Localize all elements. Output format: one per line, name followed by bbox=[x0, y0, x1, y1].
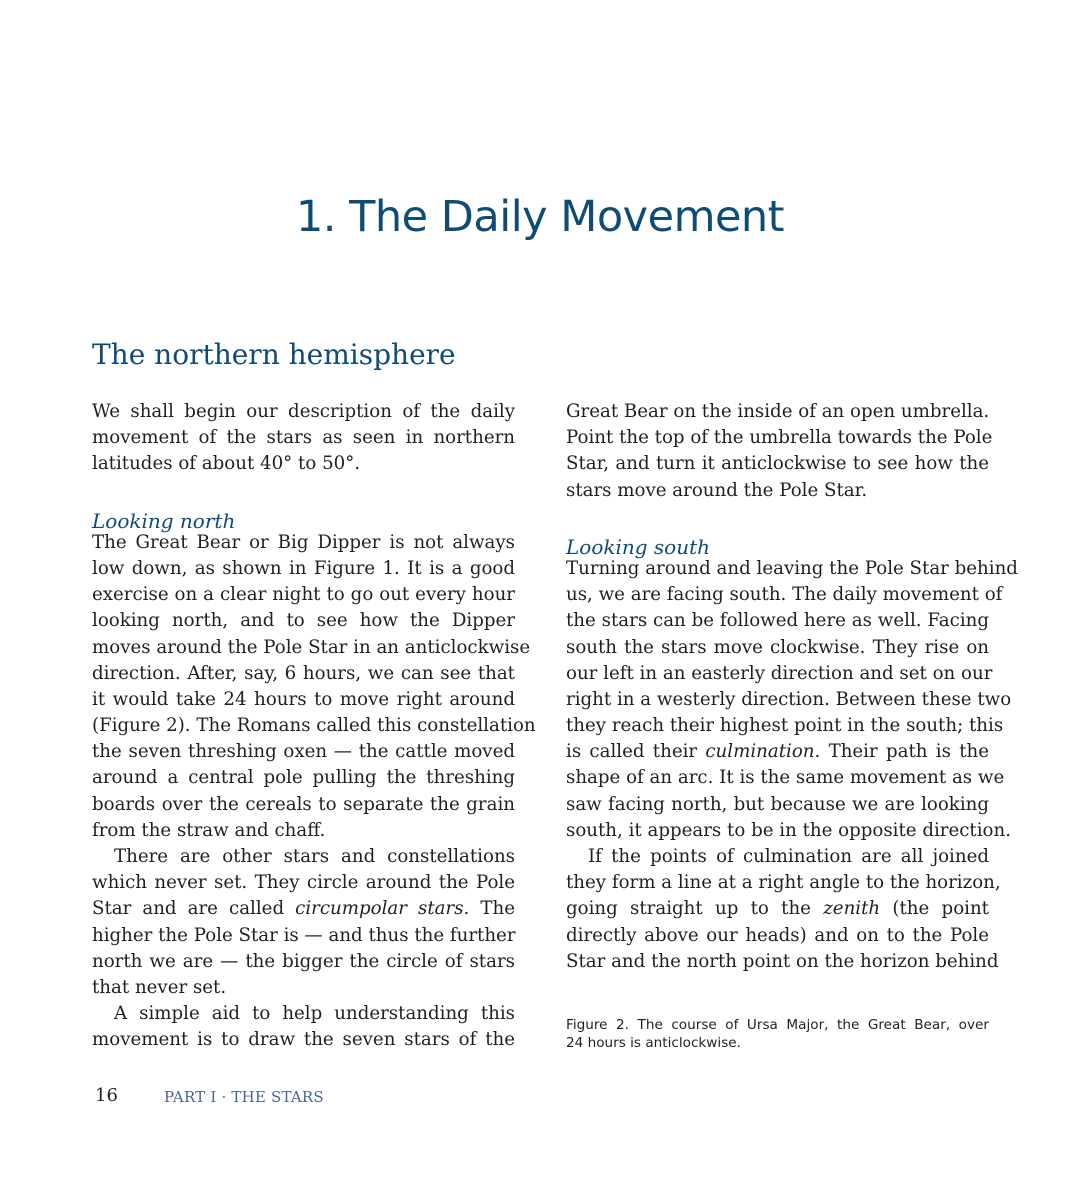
text-run: . Their path is the bbox=[814, 741, 989, 763]
running-footer: PART I · THE STARS bbox=[164, 1088, 324, 1106]
text-line: the stars can be followed here as well. Facing bbox=[566, 610, 989, 632]
text-line: If the points of culmination are all joined bbox=[588, 846, 989, 867]
text-line: higher the Pole Star is — and thus the further bbox=[92, 924, 516, 946]
text-line: Point the top of the umbrella towards the Pole bbox=[566, 427, 993, 449]
text-line: low down, as shown in Figure 1. It is a good bbox=[92, 557, 515, 579]
text-run: (the point bbox=[880, 898, 989, 920]
text-line: around a central pole pulling the threshing bbox=[92, 767, 515, 789]
text-line: Great Bear on the inside of an open umbrella. bbox=[566, 401, 990, 422]
text-run: is called their bbox=[566, 741, 706, 763]
text-line: that never set. bbox=[92, 976, 227, 998]
text-line: south, it appears to be in the opposite direction. bbox=[566, 819, 1011, 841]
chapter-title: 1. The Daily Movement bbox=[295, 192, 785, 242]
subheading-looking-south: Looking south bbox=[566, 534, 711, 559]
text-line: Turning around and leaving the Pole Star behind bbox=[566, 557, 1018, 579]
text-line: moves around the Pole Star in an anticlockwise bbox=[92, 636, 531, 658]
caption-line: Figure 2. The course of Ursa Major, the Great Bear, over bbox=[566, 1017, 989, 1033]
figure-caption bbox=[566, 1017, 989, 1052]
text-line: which never set. They circle around the Pole bbox=[92, 872, 515, 894]
text-line: us, we are facing south. The daily movement of bbox=[566, 584, 1003, 606]
text-line: right in a westerly direction. Between these two bbox=[566, 688, 1012, 710]
left-column bbox=[92, 399, 536, 1054]
page-number: 16 bbox=[95, 1085, 118, 1106]
emphasis-zenith: zenith bbox=[823, 898, 881, 920]
text-line: The Great Bear or Big Dipper is not always bbox=[92, 531, 515, 553]
emphasis-circumpolar-stars: circumpolar stars bbox=[295, 898, 464, 920]
text-line: directly above our heads) and on to the Pole bbox=[566, 924, 989, 946]
text-line: saw facing north, but because we are looking bbox=[566, 793, 989, 815]
caption-line: 24 hours is anticlockwise. bbox=[566, 1034, 741, 1051]
paragraph-culmination-points bbox=[566, 844, 1001, 975]
text-line: boards over the cereals to separate the grain bbox=[92, 793, 515, 815]
text-line: latitudes of about 40° to 50°. bbox=[92, 453, 361, 475]
paragraph-umbrella-continued bbox=[566, 399, 993, 504]
paragraph-facing-south bbox=[566, 556, 1018, 844]
text-line: shape of an arc. It is the same movement as we bbox=[566, 767, 1005, 789]
text-line: the seven threshing oxen — the cattle moved bbox=[92, 741, 515, 763]
text-line: Star, and turn it anticlockwise to see how the bbox=[566, 453, 989, 475]
text-line: movement of the stars as seen in northern bbox=[92, 427, 515, 449]
text-line bbox=[566, 896, 989, 922]
paragraph-great-bear bbox=[92, 530, 536, 844]
paragraph-circumpolar bbox=[92, 844, 515, 1001]
subheading-looking-north: Looking north bbox=[92, 508, 236, 533]
text-line: south the stars move clockwise. They rise on bbox=[566, 636, 989, 658]
text-line: Star and the north point on the horizon behind bbox=[566, 950, 999, 972]
text-line: direction. After, say, 6 hours, we can see that bbox=[92, 662, 515, 684]
text-line: exercise on a clear night to go out every hour bbox=[92, 584, 515, 606]
text-line: A simple aid to help understanding this bbox=[114, 1003, 515, 1025]
text-line: our left in an easterly direction and set on our bbox=[566, 662, 993, 684]
text-line bbox=[92, 896, 515, 922]
text-run: going straight up to the bbox=[566, 898, 824, 920]
text-line: (Figure 2). The Romans called this constellation bbox=[92, 715, 536, 737]
text-line: they reach their highest point in the south; this bbox=[566, 715, 1004, 737]
paragraph-umbrella-aid bbox=[92, 1001, 515, 1053]
section-title: The northern hemisphere bbox=[92, 338, 456, 371]
right-column bbox=[566, 399, 1018, 975]
text-line: We shall begin our description of the daily bbox=[92, 401, 515, 422]
text-line: looking north, and to see how the Dipper bbox=[92, 610, 515, 632]
emphasis-culmination: culmination bbox=[705, 741, 815, 763]
text-run: Star and are called bbox=[92, 898, 296, 920]
text-line: north we are — the bigger the circle of stars bbox=[92, 950, 515, 972]
text-line: they form a line at a right angle to the horizon, bbox=[566, 872, 1001, 894]
text-line: There are other stars and constellations bbox=[114, 846, 515, 867]
text-run: . The bbox=[463, 898, 515, 920]
text-line: stars move around the Pole Star. bbox=[566, 479, 868, 501]
text-line: it would take 24 hours to move right around bbox=[92, 688, 515, 710]
intro-paragraph bbox=[92, 399, 515, 478]
text-line: movement is to draw the seven stars of the bbox=[92, 1029, 515, 1051]
text-line: from the straw and chaff. bbox=[92, 819, 326, 841]
text-line bbox=[566, 739, 989, 765]
